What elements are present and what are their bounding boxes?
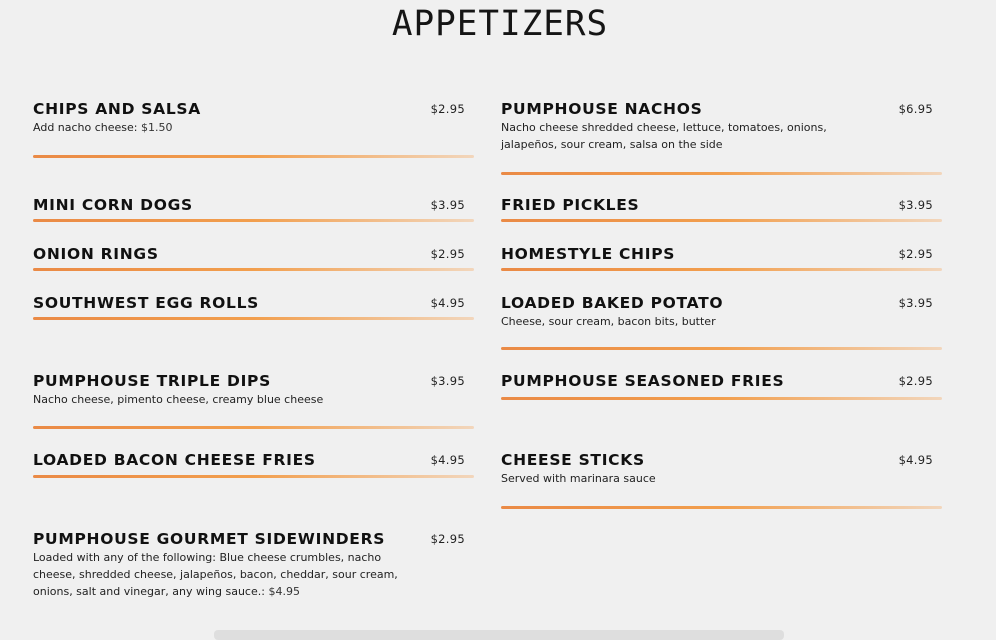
- item-price: $4.95: [430, 453, 465, 467]
- item-name: LOADED BACON CHEESE FRIES: [33, 451, 316, 469]
- menu-title: APPETIZERS: [391, 4, 609, 44]
- item-price: $3.95: [430, 374, 465, 388]
- item-price: $2.95: [898, 374, 933, 388]
- divider-rule: [501, 219, 942, 222]
- item-description: Nacho cheese shredded cheese, lettuce, tomatoes, onions, jalapeños, sour cream, salsa on the side: [501, 121, 827, 151]
- item-price: $3.95: [898, 198, 933, 212]
- item-price: $3.95: [430, 198, 465, 212]
- description-price: $1.50: [141, 121, 173, 134]
- item-price: $2.95: [430, 532, 465, 546]
- item-price: $4.95: [430, 296, 465, 310]
- item-name: LOADED BAKED POTATO: [501, 294, 724, 312]
- item-name: ONION RINGS: [33, 245, 159, 263]
- item-name: CHEESE STICKS: [501, 451, 645, 469]
- item-description: Served with marinara sauce: [501, 472, 656, 485]
- divider-rule: [33, 268, 474, 271]
- divider-rule: [33, 219, 474, 222]
- item-description: [33, 549, 408, 600]
- divider-rule: [501, 397, 942, 400]
- item-price: $2.95: [430, 247, 465, 261]
- description-text: Loaded with any of the following: Blue cheese crumbles, nacho cheese, shredded cheese, jalapeños, bacon, cheddar, sour cream, onions, salt and vinegar, any wing sauce.:: [33, 551, 398, 598]
- divider-rule: [33, 426, 474, 429]
- divider-rule: [501, 347, 942, 350]
- item-name: CHIPS AND SALSA: [33, 100, 201, 118]
- item-description: Cheese, sour cream, bacon bits, butter: [501, 315, 716, 328]
- item-name: SOUTHWEST EGG ROLLS: [33, 294, 260, 312]
- item-description: Nacho cheese, pimento cheese, creamy blue cheese: [33, 393, 324, 406]
- description-text: Add nacho cheese:: [33, 121, 138, 134]
- item-name: PUMPHOUSE SEASONED FRIES: [501, 372, 785, 390]
- item-name: MINI CORN DOGS: [33, 196, 193, 214]
- item-name: HOMESTYLE CHIPS: [501, 245, 676, 263]
- divider-rule: [33, 317, 474, 320]
- divider-rule: [501, 172, 942, 175]
- item-name: PUMPHOUSE NACHOS: [501, 100, 703, 118]
- item-name: FRIED PICKLES: [501, 196, 640, 214]
- item-price: $2.95: [898, 247, 933, 261]
- item-name: PUMPHOUSE TRIPLE DIPS: [33, 372, 271, 390]
- item-description: [33, 119, 408, 136]
- divider-rule: [501, 506, 942, 509]
- item-price: $3.95: [898, 296, 933, 310]
- item-price: $4.95: [898, 453, 933, 467]
- item-price: $2.95: [430, 102, 465, 116]
- divider-rule: [33, 475, 474, 478]
- divider-rule: [33, 155, 474, 158]
- item-name: PUMPHOUSE GOURMET SIDEWINDERS: [33, 530, 386, 548]
- item-price: $6.95: [898, 102, 933, 116]
- bottom-shadow: [214, 630, 784, 640]
- description-price: $4.95: [268, 585, 300, 598]
- divider-rule: [501, 268, 942, 271]
